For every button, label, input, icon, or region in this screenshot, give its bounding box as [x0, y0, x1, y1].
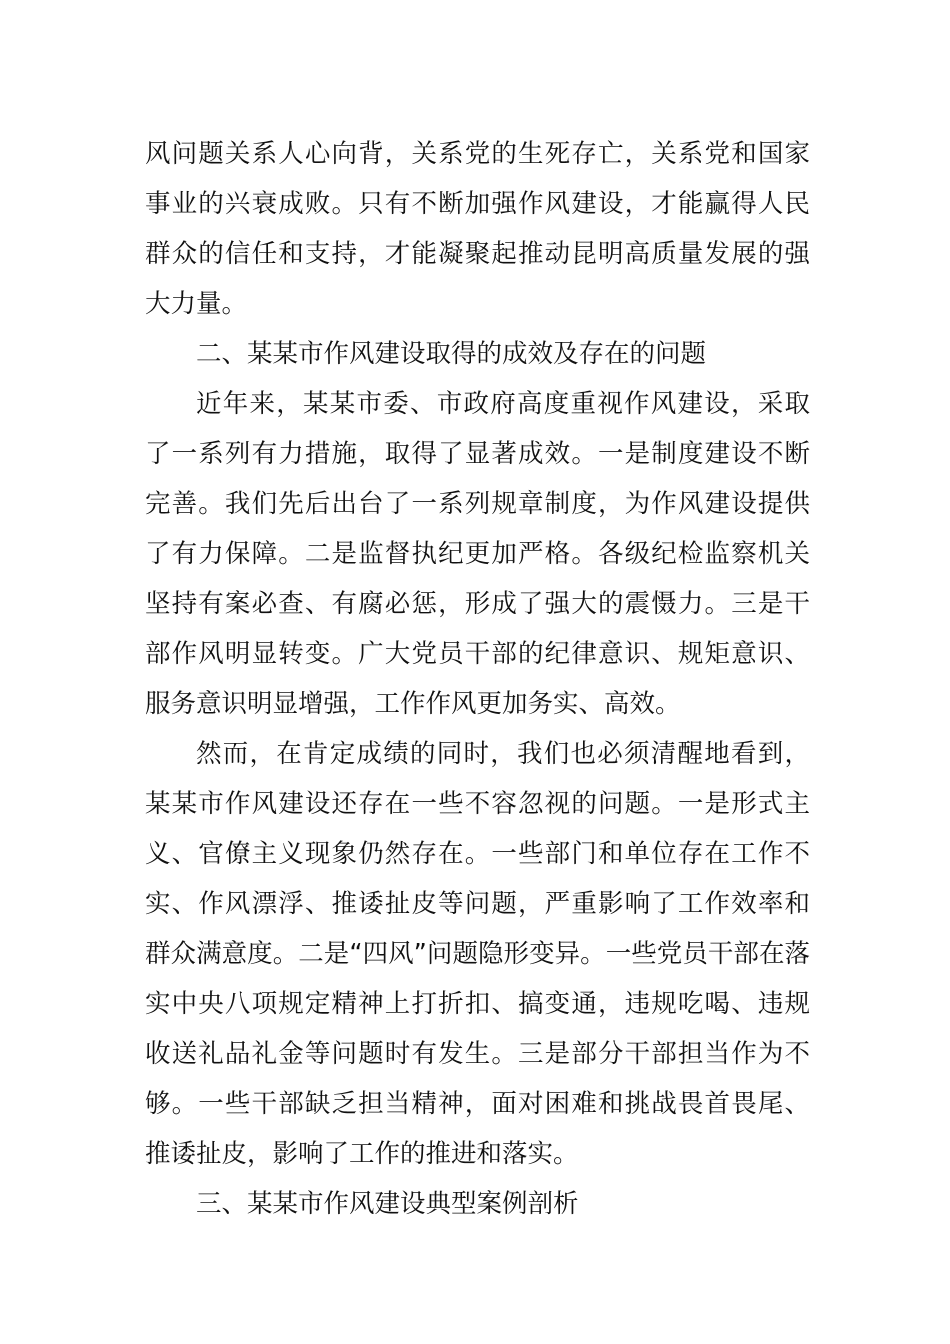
paragraph-line: 了一系列有力措施，取得了显著成效。一是制度建设不断 — [145, 439, 810, 469]
paragraph-line: 事业的兴衰成败。只有不断加强作风建设，才能赢得人民 — [145, 189, 810, 219]
paragraph-line: 大力量。 — [145, 289, 248, 319]
paragraph-line: 完善。我们先后出台了一系列规章制度，为作风建设提供 — [145, 489, 810, 519]
paragraph-line: 风问题关系人心向背，关系党的生死存亡，关系党和国家 — [145, 139, 810, 169]
paragraph-line: 推诿扯皮，影响了工作的推进和落实。 — [145, 1139, 579, 1169]
paragraph-line: 实中央八项规定精神上打折扣、搞变通，违规吃喝、违规 — [145, 989, 810, 1019]
paragraph-line: 够。一些干部缺乏担当精神，面对困难和挑战畏首畏尾、 — [145, 1089, 810, 1119]
paragraph-line: 收送礼品礼金等问题时有发生。三是部分干部担当作为不 — [145, 1039, 810, 1069]
paragraph-line: 义、官僚主义现象仍然存在。一些部门和单位存在工作不 — [145, 839, 810, 869]
paragraph-line: 某某市作风建设还存在一些不容忽视的问题。一是形式主 — [145, 789, 810, 819]
paragraph-line: 然而，在肯定成绩的同时，我们也必须清醒地看到， — [196, 739, 810, 769]
paragraph-line: 近年来，某某市委、市政府高度重视作风建设，采取 — [196, 389, 810, 419]
paragraph-line: 实、作风漂浮、推诿扯皮等问题，严重影响了工作效率和 — [145, 889, 810, 919]
paragraph-line: 了有力保障。二是监督执纪更加严格。各级纪检监察机关 — [145, 539, 810, 569]
document-body — [145, 129, 810, 1229]
section-heading-3: 三、某某市作风建设典型案例剖析 — [196, 1189, 579, 1219]
paragraph-line: 群众满意度。二是“四风”问题隐形变异。一些党员干部在落 — [145, 939, 810, 969]
paragraph-line: 部作风明显转变。广大党员干部的纪律意识、规矩意识、 — [145, 639, 810, 669]
paragraph-line: 坚持有案必查、有腐必惩，形成了强大的震慑力。三是干 — [145, 589, 810, 619]
paragraph-line: 服务意识明显增强，工作作风更加务实、高效。 — [145, 689, 681, 719]
section-heading-2: 二、某某市作风建设取得的成效及存在的问题 — [196, 339, 707, 369]
paragraph-line: 群众的信任和支持，才能凝聚起推动昆明高质量发展的强 — [145, 239, 810, 269]
